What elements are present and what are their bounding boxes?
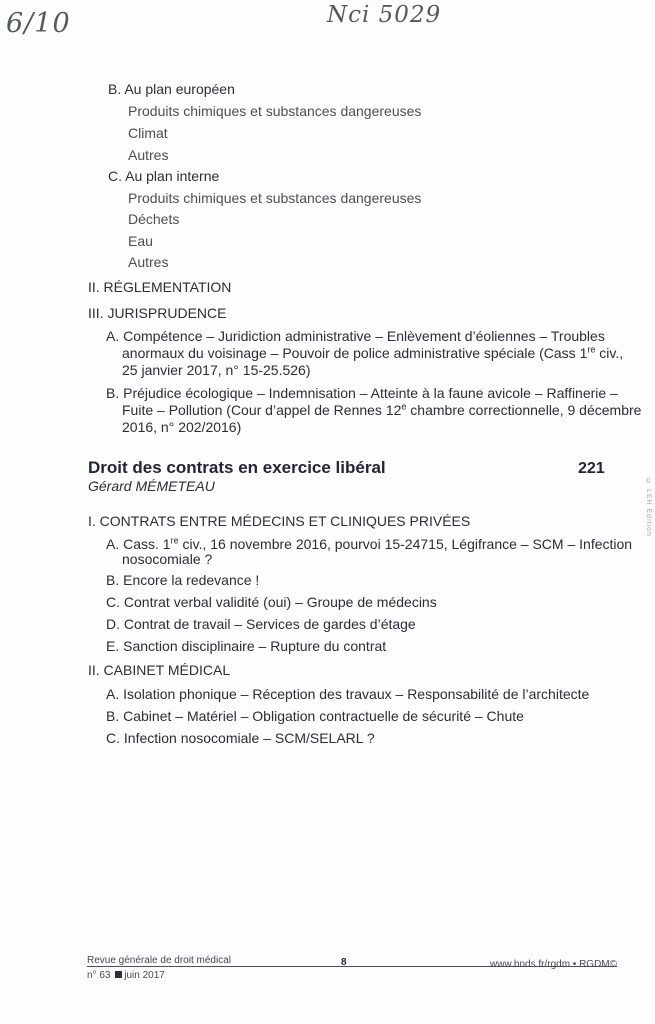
- contracts-item-a-line1: A. Cass. 1re civ., 16 novembre 2016, pourvoi 15-24715, Légifrance – SCM – Infection: [106, 535, 633, 552]
- toc-item: B. Encore la redevance !: [106, 572, 260, 588]
- footer-journal-name: Revue générale de droit médical: [87, 955, 231, 966]
- toc-line: Déchets: [128, 211, 180, 227]
- footer-website: www.bnds.fr/rgdm • RGDM©: [490, 959, 618, 970]
- toc-item: C. Contrat verbal validité (oui) – Groupe de médecins: [106, 594, 437, 610]
- footer-issue: n° 63 juin 2017: [87, 970, 165, 981]
- footer-page-number: 8: [341, 957, 347, 968]
- toc-line: C. Au plan interne: [108, 168, 220, 184]
- toc-item: E. Sanction disciplinaire – Rupture du contrat: [106, 638, 387, 654]
- side-copyright-mark: © LEH Édition: [645, 478, 652, 537]
- jurisprudence-item-a-line1: A. Compétence – Juridiction administrative – Enlèvement d’éoliennes – Troubles: [106, 328, 605, 344]
- handwritten-reference: Nci 5029: [327, 2, 442, 28]
- toc-item: A. Isolation phonique – Réception des travaux – Responsabilité de l’architecte: [106, 686, 590, 702]
- toc-line: Eau: [128, 233, 153, 249]
- toc-line: II. RÉGLEMENTATION: [88, 279, 232, 295]
- toc-line: B. Au plan européen: [108, 81, 235, 97]
- handwritten-page-count: 6/10: [6, 8, 71, 39]
- toc-line: Produits chimiques et substances dangereuses: [128, 103, 422, 119]
- toc-line: Produits chimiques et substances dangereuses: [128, 190, 422, 206]
- toc-line: Autres: [128, 147, 169, 163]
- jurisprudence-item-a-line3: 25 janvier 2017, n° 15-25.526): [122, 362, 311, 378]
- square-bullet-icon: [115, 971, 122, 978]
- toc-item: B. Cabinet – Matériel – Obligation contractuelle de sécurité – Chute: [106, 708, 524, 724]
- toc-line: Climat: [128, 125, 168, 141]
- toc-line: Autres: [128, 254, 169, 270]
- contracts-heading: I. CONTRATS ENTRE MÉDECINS ET CLINIQUES PRIVÉES: [88, 513, 471, 529]
- jurisprudence-item-b-line3: 2016, n° 202/2016): [122, 419, 242, 435]
- contracts-item-a-line2: nosocomiale ?: [122, 551, 213, 567]
- jurisprudence-item-a-line2: anormaux du voisinage – Pouvoir de police administrative spéciale (Cass 1re civ.,: [122, 344, 624, 361]
- section-page-number: 221: [578, 460, 605, 477]
- toc-line: III. JURISPRUDENCE: [88, 305, 227, 321]
- section-title: Droit des contrats en exercice libéral: [88, 458, 386, 477]
- jurisprudence-item-b-line1: B. Préjudice écologique – Indemnisation – Atteinte à la faune avicole – Raffinerie –: [106, 385, 618, 401]
- jurisprudence-item-b-line2: Fuite – Pollution (Cour d’appel de Rennes 12e chambre correctionnelle, 9 décembre: [122, 401, 642, 418]
- cabinet-heading: II. CABINET MÉDICAL: [88, 662, 231, 678]
- section-author: Gérard MÉMETEAU: [88, 478, 215, 494]
- toc-item: C. Infection nosocomiale – SCM/SELARL ?: [106, 730, 375, 746]
- toc-item: D. Contrat de travail – Services de gardes d’étage: [106, 616, 416, 632]
